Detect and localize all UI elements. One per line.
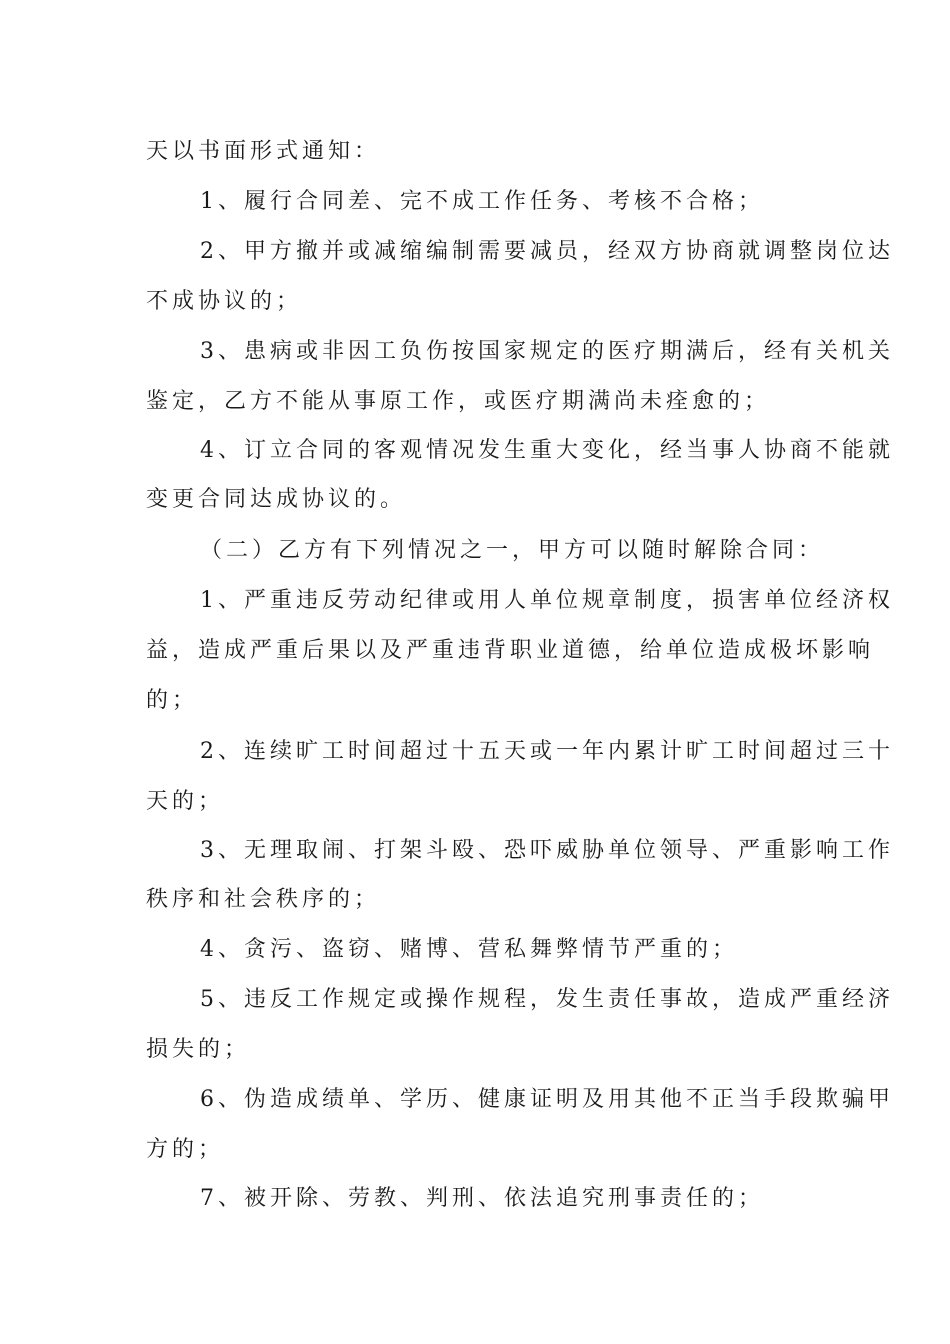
text-line: 1、严重违反劳动纪律或用人单位规章制度，损害单位经济权 xyxy=(200,588,894,613)
text-line: 鉴定，乙方不能从事原工作，或医疗期满尚未痊愈的； xyxy=(146,389,771,414)
text-line: 天的； xyxy=(146,789,225,814)
text-line: 3、无理取闹、打架斗殴、恐吓威胁单位领导、严重影响工作 xyxy=(200,838,894,863)
text-line: 秩序和社会秩序的； xyxy=(146,887,381,912)
text-line: 2、连续旷工时间超过十五天或一年内累计旷工时间超过三十 xyxy=(200,739,894,764)
text-line: 2、甲方撤并或减缩编制需要减员，经双方协商就调整岗位达 xyxy=(200,239,894,264)
text-line: 4、贪污、盗窃、赌博、营私舞弊情节严重的； xyxy=(200,937,738,962)
text-line: 天以书面形式通知： xyxy=(146,139,381,164)
text-line: 损失的； xyxy=(146,1037,251,1062)
text-line: 1、履行合同差、完不成工作任务、考核不合格； xyxy=(200,189,764,214)
text-line: 变更合同达成协议的。 xyxy=(146,487,407,512)
text-line: 不成协议的； xyxy=(146,289,303,314)
text-line: 益，造成严重后果以及严重违背职业道德，给单位造成极坏影响 xyxy=(146,638,875,663)
text-line: 方的； xyxy=(146,1137,225,1162)
text-line: 4、订立合同的客观情况发生重大变化，经当事人协商不能就 xyxy=(200,438,894,463)
text-line: 5、违反工作规定或操作规程，发生责任事故，造成严重经济 xyxy=(200,987,894,1012)
text-line: （二）乙方有下列情况之一，甲方可以随时解除合同： xyxy=(200,538,825,563)
text-line: 7、被开除、劳教、判刑、依法追究刑事责任的； xyxy=(200,1186,764,1211)
text-line: 3、患病或非因工负伤按国家规定的医疗期满后，经有关机关 xyxy=(200,339,894,364)
text-line: 6、伪造成绩单、学历、健康证明及用其他不正当手段欺骗甲 xyxy=(200,1087,894,1112)
text-line: 的； xyxy=(146,688,199,713)
